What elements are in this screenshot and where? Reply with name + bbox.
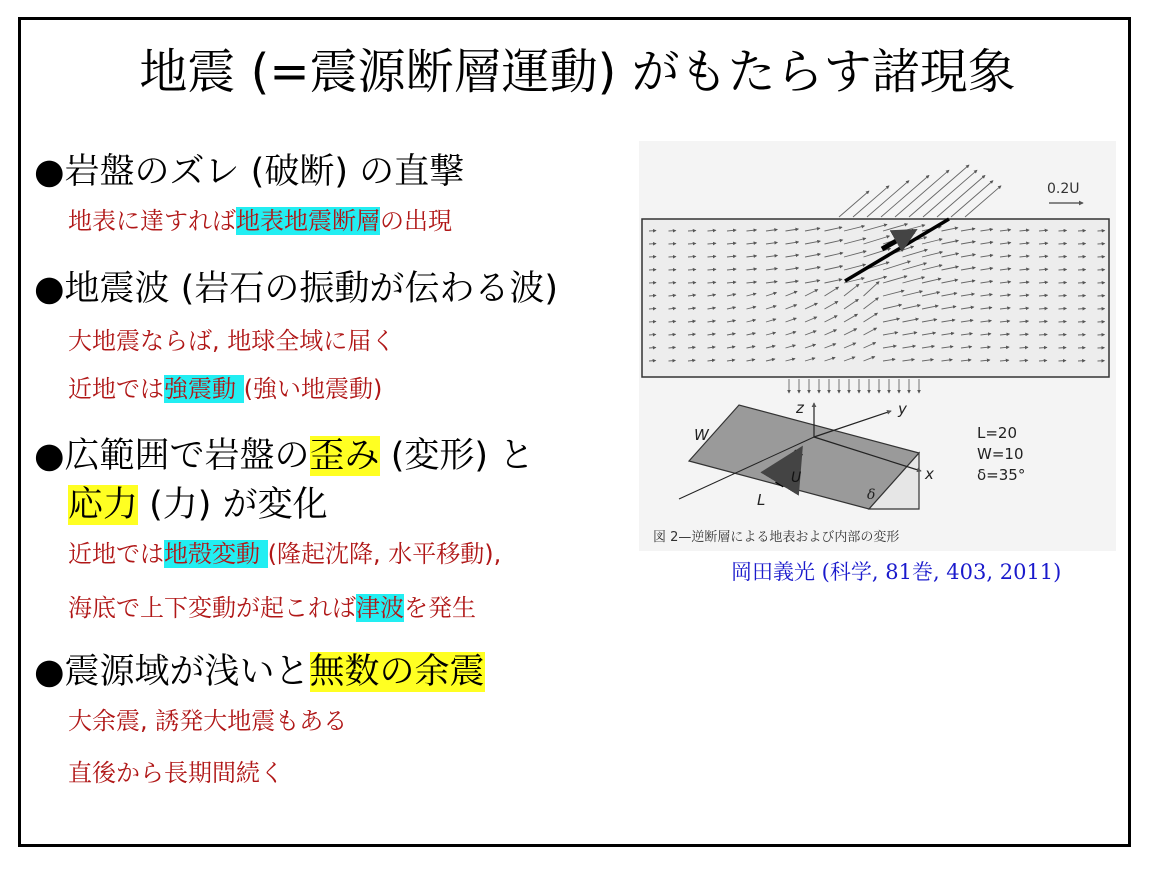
displacement-vector	[839, 191, 869, 217]
sub-text: 近地では	[68, 375, 164, 403]
sub-large-aftershocks: 大余震, 誘発大地震もある	[68, 707, 348, 735]
figure-credit: 岡田義光 (科学, 81巻, 403, 2011)	[731, 560, 1062, 584]
displacement-vector	[1078, 322, 1085, 323]
highlight-aftershocks: 無数の余震	[309, 652, 485, 692]
w-label: W	[694, 426, 709, 444]
sub-crustal-deformation	[68, 538, 501, 570]
displacement-vector	[853, 186, 889, 217]
sub-global-reach: 大地震ならば, 地球全域に届く	[68, 327, 396, 355]
displacement-vector	[649, 308, 656, 309]
sub-surface-fault	[68, 205, 452, 237]
displacement-vector	[1078, 283, 1086, 284]
displacement-vector	[688, 283, 696, 284]
sub-text: を発生	[404, 594, 476, 622]
sub-long-duration: 直後から長期間続く	[68, 759, 284, 787]
sub-text: (隆起沈降, 水平移動),	[267, 540, 502, 568]
bullet-text: ●震源域が浅いと	[34, 652, 310, 692]
highlight-tsunami: 津波	[356, 594, 404, 622]
displacement-vector	[1059, 321, 1067, 322]
displacement-vector	[881, 175, 929, 217]
displacement-vector	[1039, 360, 1047, 361]
displacement-vector	[895, 170, 949, 217]
bullet-strain-line2	[68, 483, 328, 527]
displacement-vector	[669, 360, 676, 361]
y-axis	[814, 411, 891, 437]
displacement-vector	[1059, 256, 1067, 257]
z-label: z	[796, 399, 804, 417]
displacement-vector	[649, 348, 656, 349]
bullet-text: ●広範囲で岩盤の	[34, 436, 310, 476]
sub-text: の出現	[380, 207, 452, 235]
displacement-vector	[1039, 347, 1047, 348]
scale-label: 0.2U	[1047, 181, 1080, 197]
fault-deformation-figure	[639, 141, 1116, 551]
sub-text: 地表に達すれば	[68, 207, 236, 235]
displacement-vector	[1039, 334, 1047, 335]
x-label: x	[925, 465, 934, 483]
highlight-strain: 歪み	[309, 436, 380, 476]
figure-svg	[639, 141, 1116, 551]
l-label: L	[757, 491, 766, 509]
bullet-rupture: ●岩盤のズレ (破断) の直撃	[34, 152, 465, 192]
displacement-vector	[1059, 295, 1067, 296]
displacement-vector	[1059, 335, 1067, 336]
param-delta: δ=35°	[977, 466, 1026, 484]
delta-label: δ	[867, 487, 876, 503]
displacement-vector	[649, 295, 656, 296]
displacement-vector	[1059, 361, 1066, 362]
displacement-vector	[1059, 269, 1067, 270]
bullet-strain-line1	[34, 434, 534, 478]
displacement-vector	[688, 243, 696, 244]
displacement-vector	[1078, 296, 1086, 297]
bullet-aftershocks	[34, 650, 485, 694]
displacement-vector	[951, 181, 993, 217]
highlight-stress: 応力	[68, 485, 139, 525]
slide-title: 地震 (=震源断層運動) がもたらす諸現象	[139, 44, 1016, 100]
displacement-vector	[965, 186, 1001, 217]
sub-text: 海底で上下変動が起これば	[68, 594, 356, 622]
displacement-vector	[923, 170, 977, 217]
figure-caption: 図 2—逆断層による地表および内部の変形	[653, 530, 900, 545]
displacement-vector	[1059, 348, 1067, 349]
displacement-vector	[867, 181, 909, 217]
u-label: U	[791, 470, 802, 486]
highlight-crustal-deformation: 地殻変動	[164, 540, 268, 568]
y-label: y	[898, 400, 907, 418]
sub-text: (強い地震動)	[243, 375, 383, 403]
displacement-vector	[1059, 230, 1067, 231]
sub-strong-motion	[68, 373, 382, 405]
displacement-vector	[1059, 282, 1067, 283]
displacement-vector	[1078, 270, 1086, 271]
displacement-vector	[1078, 309, 1086, 310]
displacement-vector	[937, 175, 985, 217]
bullet-text: (力) が変化	[138, 485, 328, 525]
displacement-vector	[1078, 244, 1086, 245]
param-l: L=20	[977, 424, 1018, 442]
cross-section-box	[642, 219, 1109, 377]
displacement-vector	[649, 334, 656, 335]
displacement-vector	[649, 321, 656, 322]
sub-text: 近地では	[68, 540, 164, 568]
displacement-vector	[688, 256, 696, 257]
highlight-surface-fault: 地表地震断層	[236, 207, 380, 235]
sub-tsunami	[68, 592, 476, 624]
bullet-seismic-wave: ●地震波 (岩石の振動が伝わる波)	[34, 269, 558, 309]
displacement-vector	[649, 361, 656, 362]
displacement-vector	[1078, 231, 1086, 232]
bullet-text: (変形) と	[379, 436, 535, 476]
param-w: W=10	[977, 445, 1024, 463]
displacement-vector	[688, 269, 696, 270]
displacement-vector	[688, 231, 696, 232]
displacement-vector	[1059, 308, 1067, 309]
displacement-vector	[1059, 243, 1067, 244]
displacement-vector	[1078, 257, 1086, 258]
highlight-strong-motion: 強震動	[164, 375, 244, 403]
